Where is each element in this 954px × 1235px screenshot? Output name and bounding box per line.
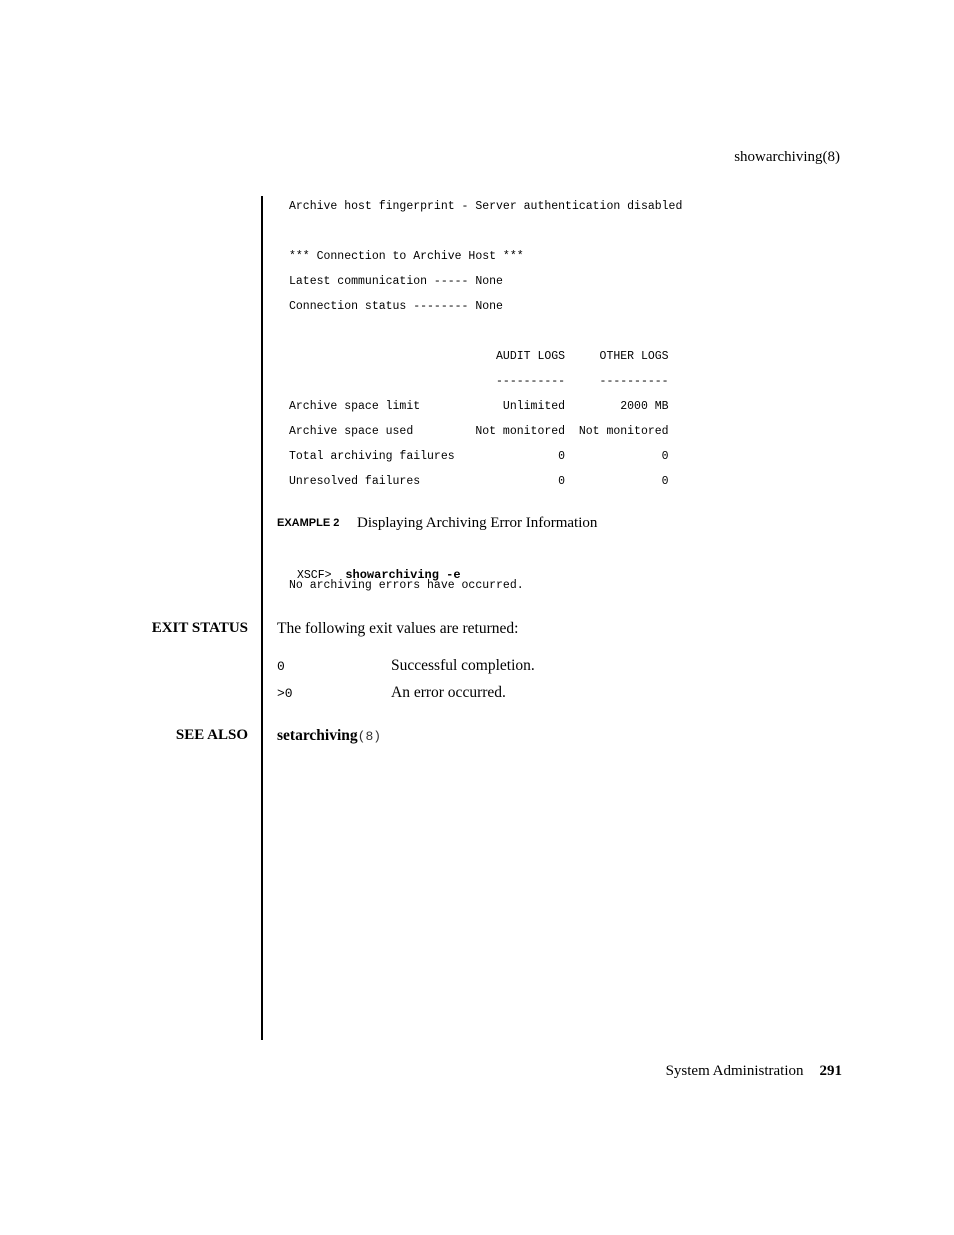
code-line: Total archiving failures 0 0 bbox=[289, 450, 669, 463]
example-label: EXAMPLE 2 bbox=[277, 517, 340, 529]
page-footer bbox=[666, 1063, 842, 1080]
example-title: Displaying Archiving Error Information bbox=[357, 515, 598, 531]
exit-description: Successful completion. bbox=[391, 657, 535, 674]
exit-code: 0 bbox=[277, 659, 285, 674]
code-line: Archive host fingerprint - Server authentication disabled bbox=[289, 200, 683, 213]
code-line: *** Connection to Archive Host *** bbox=[289, 250, 524, 263]
see-also-heading: SEE ALSO bbox=[175, 727, 248, 743]
code-line: AUDIT LOGS OTHER LOGS bbox=[289, 350, 669, 363]
example-command: showarchiving -e bbox=[345, 568, 461, 582]
see-also-entry[interactable] bbox=[277, 727, 381, 745]
shell-prompt: XSCF> bbox=[297, 569, 332, 582]
exit-status-intro: The following exit values are returned: bbox=[277, 620, 519, 637]
code-line: Unresolved failures 0 0 bbox=[289, 475, 669, 488]
footer-title: System Administration bbox=[665, 1063, 804, 1079]
code-line: Latest communication ----- None bbox=[289, 275, 503, 288]
exit-code: >0 bbox=[277, 686, 293, 701]
running-header: showarchiving(8) bbox=[734, 149, 840, 165]
margin-rule bbox=[261, 196, 263, 1040]
exit-description: An error occurred. bbox=[391, 684, 506, 701]
example-output: No archiving errors have occurred. bbox=[289, 579, 524, 592]
code-line: Archive space limit Unlimited 2000 MB bbox=[289, 400, 669, 413]
see-also-section: (8) bbox=[357, 729, 382, 744]
code-line: Archive space used Not monitored Not monitored bbox=[289, 425, 669, 438]
exit-status-heading: EXIT STATUS bbox=[151, 620, 248, 636]
code-line: ---------- ---------- bbox=[289, 375, 669, 388]
see-also-ref[interactable]: setarchiving bbox=[277, 727, 358, 744]
page-number: 291 bbox=[819, 1063, 842, 1079]
code-line: Connection status -------- None bbox=[289, 300, 503, 313]
